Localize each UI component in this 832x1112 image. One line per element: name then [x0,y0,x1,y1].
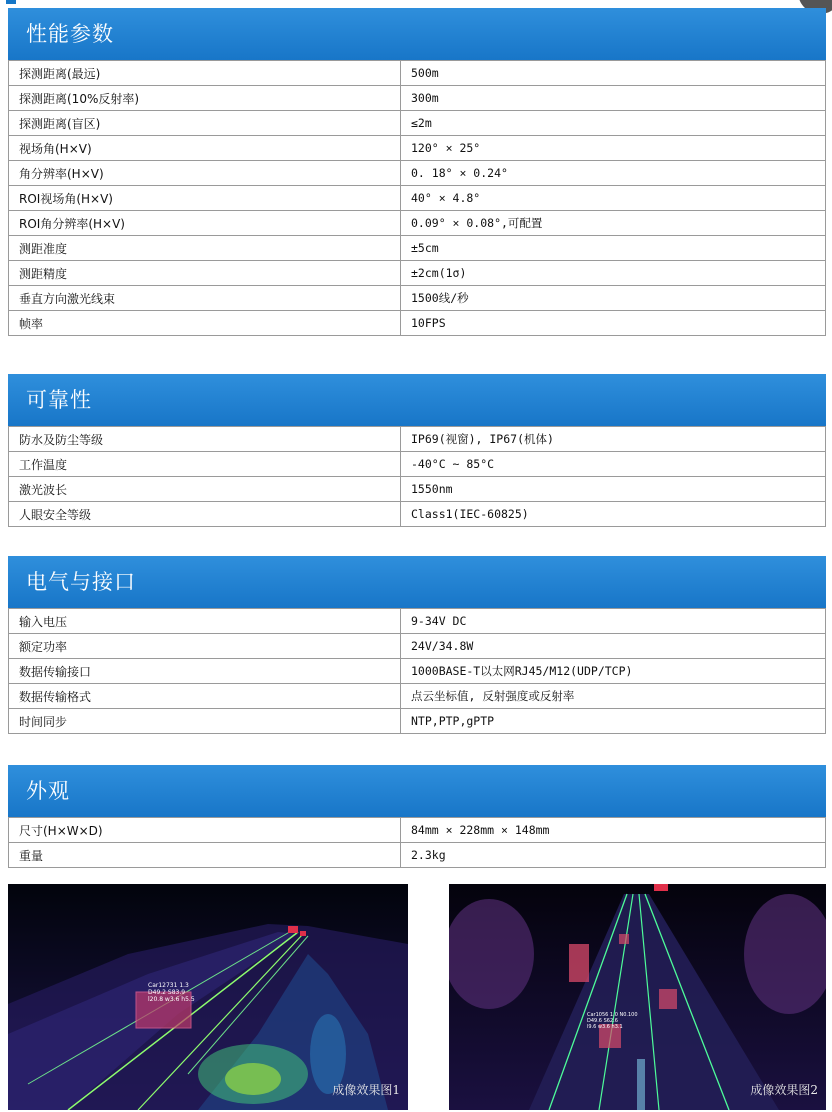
spec-key: ROI视场角(H×V) [9,186,401,211]
spec-value: 0. 18° × 0.24° [401,161,826,186]
table-row [9,659,826,684]
lidar-image-2 [449,884,826,1110]
spec-value: 120° × 25° [401,136,826,161]
spec-key: 探测距离(10%反射率) [9,86,401,111]
spec-key: 探测距离(最远) [9,61,401,86]
table-row [9,311,826,336]
spec-value: 1550nm [401,477,826,502]
table-row [9,818,826,843]
spec-value: 9-34V DC [401,609,826,634]
spec-key: 探测距离(盲区) [9,111,401,136]
spec-value: 点云坐标值, 反射强度或反射率 [401,684,826,709]
table-row [9,261,826,286]
corner-mark [6,0,16,4]
section-title: 外观 [8,765,826,817]
spec-table [8,817,826,868]
spec-value: 1500线/秒 [401,286,826,311]
spec-key: 输入电压 [9,609,401,634]
section-electrical [8,556,826,734]
spec-key: 角分辨率(H×V) [9,161,401,186]
spec-value: ±5cm [401,236,826,261]
table-row [9,684,826,709]
table-row [9,136,826,161]
spec-value: ±2cm(1σ) [401,261,826,286]
table-row [9,502,826,527]
spec-value: 500m [401,61,826,86]
table-row [9,427,826,452]
spec-key: 防水及防尘等级 [9,427,401,452]
section-title: 可靠性 [8,374,826,426]
spec-key: 垂直方向激光线束 [9,286,401,311]
spec-key: 重量 [9,843,401,868]
table-row [9,452,826,477]
box-label: D49.2 S83.9 [148,989,186,996]
spec-value: -40°C ~ 85°C [401,452,826,477]
section-appearance [8,765,826,868]
section-performance [8,8,826,336]
image-caption: 成像效果图2 [750,1083,818,1097]
spec-value: 10FPS [401,311,826,336]
spec-value: 300m [401,86,826,111]
section-title: 电气与接口 [8,556,826,608]
spec-value: Class1(IEC-60825) [401,502,826,527]
spec-key: 数据传输接口 [9,659,401,684]
spec-value: 40° × 4.8° [401,186,826,211]
table-row [9,111,826,136]
box-label: l9.6 w3.6 h3.1 [587,1024,623,1030]
table-row [9,286,826,311]
section-reliability [8,374,826,527]
spec-key: 额定功率 [9,634,401,659]
spec-value: 24V/34.8W [401,634,826,659]
spec-key: 帧率 [9,311,401,336]
spec-key: 数据传输格式 [9,684,401,709]
table-row [9,186,826,211]
table-row [9,161,826,186]
box-label: Car1056 1.0 N0.100 [587,1012,638,1018]
table-row [9,211,826,236]
lidar-image-1 [8,884,408,1110]
spec-table [8,426,826,527]
table-row [9,86,826,111]
section-title: 性能参数 [8,8,826,60]
spec-value: 2.3kg [401,843,826,868]
spec-key: 工作温度 [9,452,401,477]
spec-key: 时间同步 [9,709,401,734]
image-caption: 成像效果图1 [332,1083,400,1097]
spec-key: ROI角分辨率(H×V) [9,211,401,236]
box-label: D49.6 S62.6 [587,1018,618,1024]
table-row [9,236,826,261]
table-row [9,843,826,868]
spec-value: NTP,PTP,gPTP [401,709,826,734]
table-row [9,477,826,502]
spec-table [8,60,826,336]
table-row [9,709,826,734]
spec-table [8,608,826,734]
box-label: Car12731 1.3 [148,982,189,989]
spec-value: IP69(视窗), IP67(机体) [401,427,826,452]
pointcloud-graphic [449,884,826,1110]
box-label: l20.8 w3.6 h5.5 [148,996,195,1003]
spec-key: 视场角(H×V) [9,136,401,161]
spec-key: 人眼安全等级 [9,502,401,527]
spec-key: 尺寸(H×W×D) [9,818,401,843]
spec-value: 1000BASE-T以太网RJ45/M12(UDP/TCP) [401,659,826,684]
spec-value: 84mm × 228mm × 148mm [401,818,826,843]
pointcloud-graphic [8,884,408,1110]
table-row [9,61,826,86]
spec-key: 激光波长 [9,477,401,502]
table-row [9,609,826,634]
spec-key: 测距精度 [9,261,401,286]
spec-key: 测距准度 [9,236,401,261]
table-row [9,634,826,659]
spec-value: 0.09° × 0.08°,可配置 [401,211,826,236]
spec-value: ≤2m [401,111,826,136]
